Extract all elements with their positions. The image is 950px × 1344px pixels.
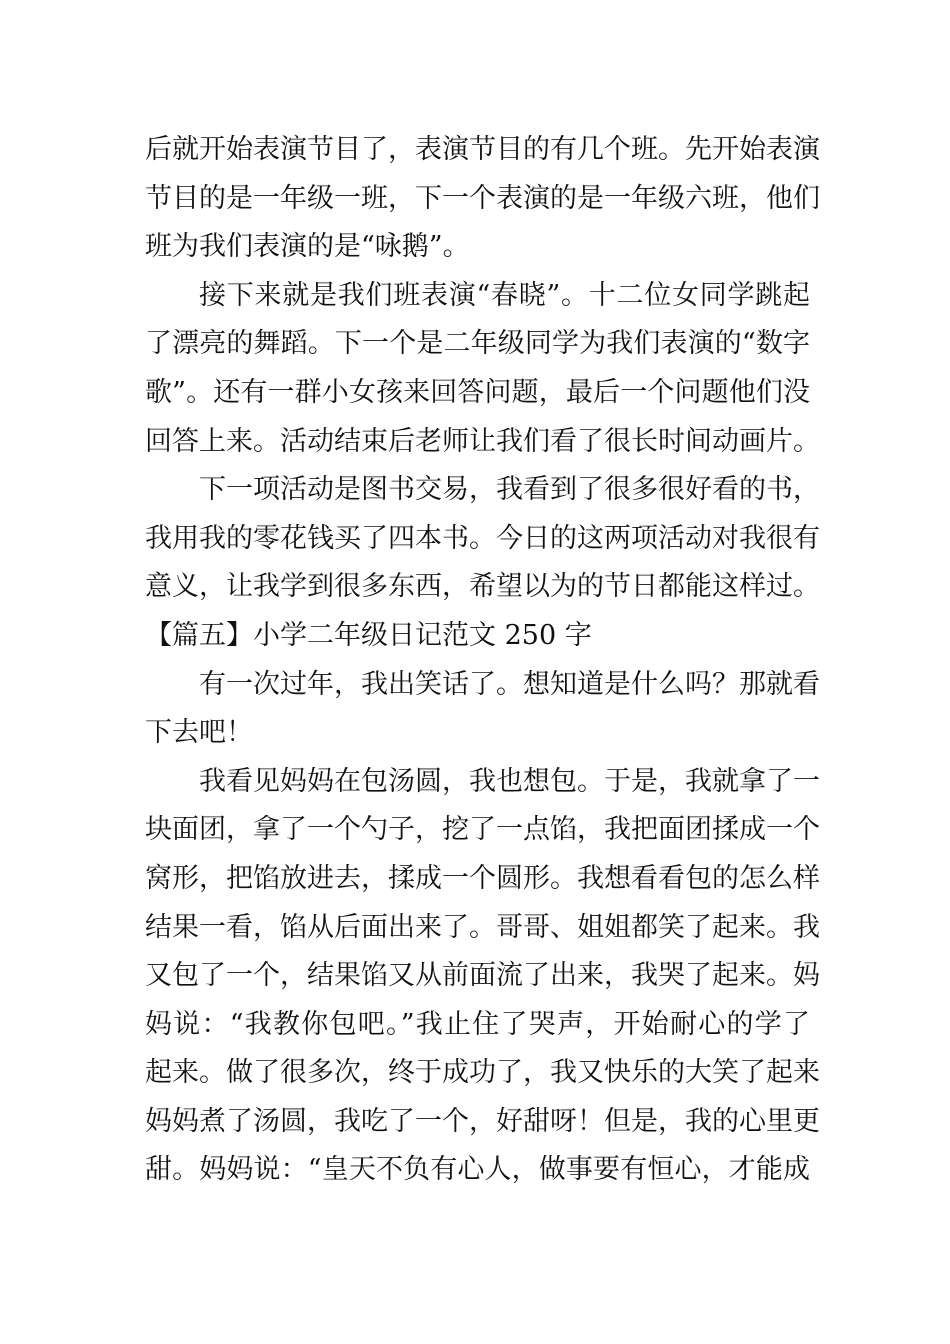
text-line: 妈说：“我教你包吧。”我止住了哭声，开始耐心的学了 [145,1008,810,1040]
text-line: 节目的是一年级一班，下一个表演的是一年级六班，他们 [145,182,820,214]
text-line: 下一项活动是图书交易，我看到了很多很好看的书， [199,474,820,506]
text-line: 接下来就是我们班表演“春晓”。十二位女同学跳起 [199,279,810,311]
text-line: 有一次过年，我出笑话了。想知道是什么吗？那就看 [199,668,820,700]
text-line: 歌”。还有一群小女孩来回答问题，最后一个问题他们没 [145,376,810,408]
article-body [145,126,820,1195]
text-line: 甜。妈妈说：“皇天不负有心人，做事要有恒心，才能成 [145,1154,810,1186]
text-line: 下去吧！ [145,717,253,749]
text-line: 我看见妈妈在包汤圆，我也想包。于是，我就拿了一 [199,765,820,797]
text-line: 起来。做了很多次，终于成功了，我又快乐的大笑了起来 [145,1057,820,1089]
text-line: 班为我们表演的是“咏鹅”。 [145,231,470,263]
text-line: 意义，让我学到很多东西，希望以为的节日都能这样过。 [145,571,820,603]
text-line: 我用我的零花钱买了四本书。今日的这两项活动对我很有 [145,522,820,554]
text-line: 妈妈煮了汤圆，我吃了一个，好甜呀！但是，我的心里更 [145,1105,820,1137]
text-line: 块面团，拿了一个勺子，挖了一点馅，我把面团揉成一个 [145,814,820,846]
text-line: 了漂亮的舞蹈。下一个是二年级同学为我们表演的“数字 [145,328,810,360]
text-line: 后就开始表演节目了，表演节目的有几个班。先开始表演 [145,134,820,165]
section-heading: 【篇五】小学二年级日记范文 250 字 [145,619,592,651]
text-line: 又包了一个，结果馅又从前面流了出来，我哭了起来。妈 [145,960,820,992]
text-line: 回答上来。活动结束后老师让我们看了很长时间动画片。 [145,425,820,457]
text-line: 窝形，把馅放进去，揉成一个圆形。我想看看包的怎么样 [145,862,820,894]
text-line: 结果一看，馅从后面出来了。哥哥、姐姐都笑了起来。我 [145,911,820,943]
